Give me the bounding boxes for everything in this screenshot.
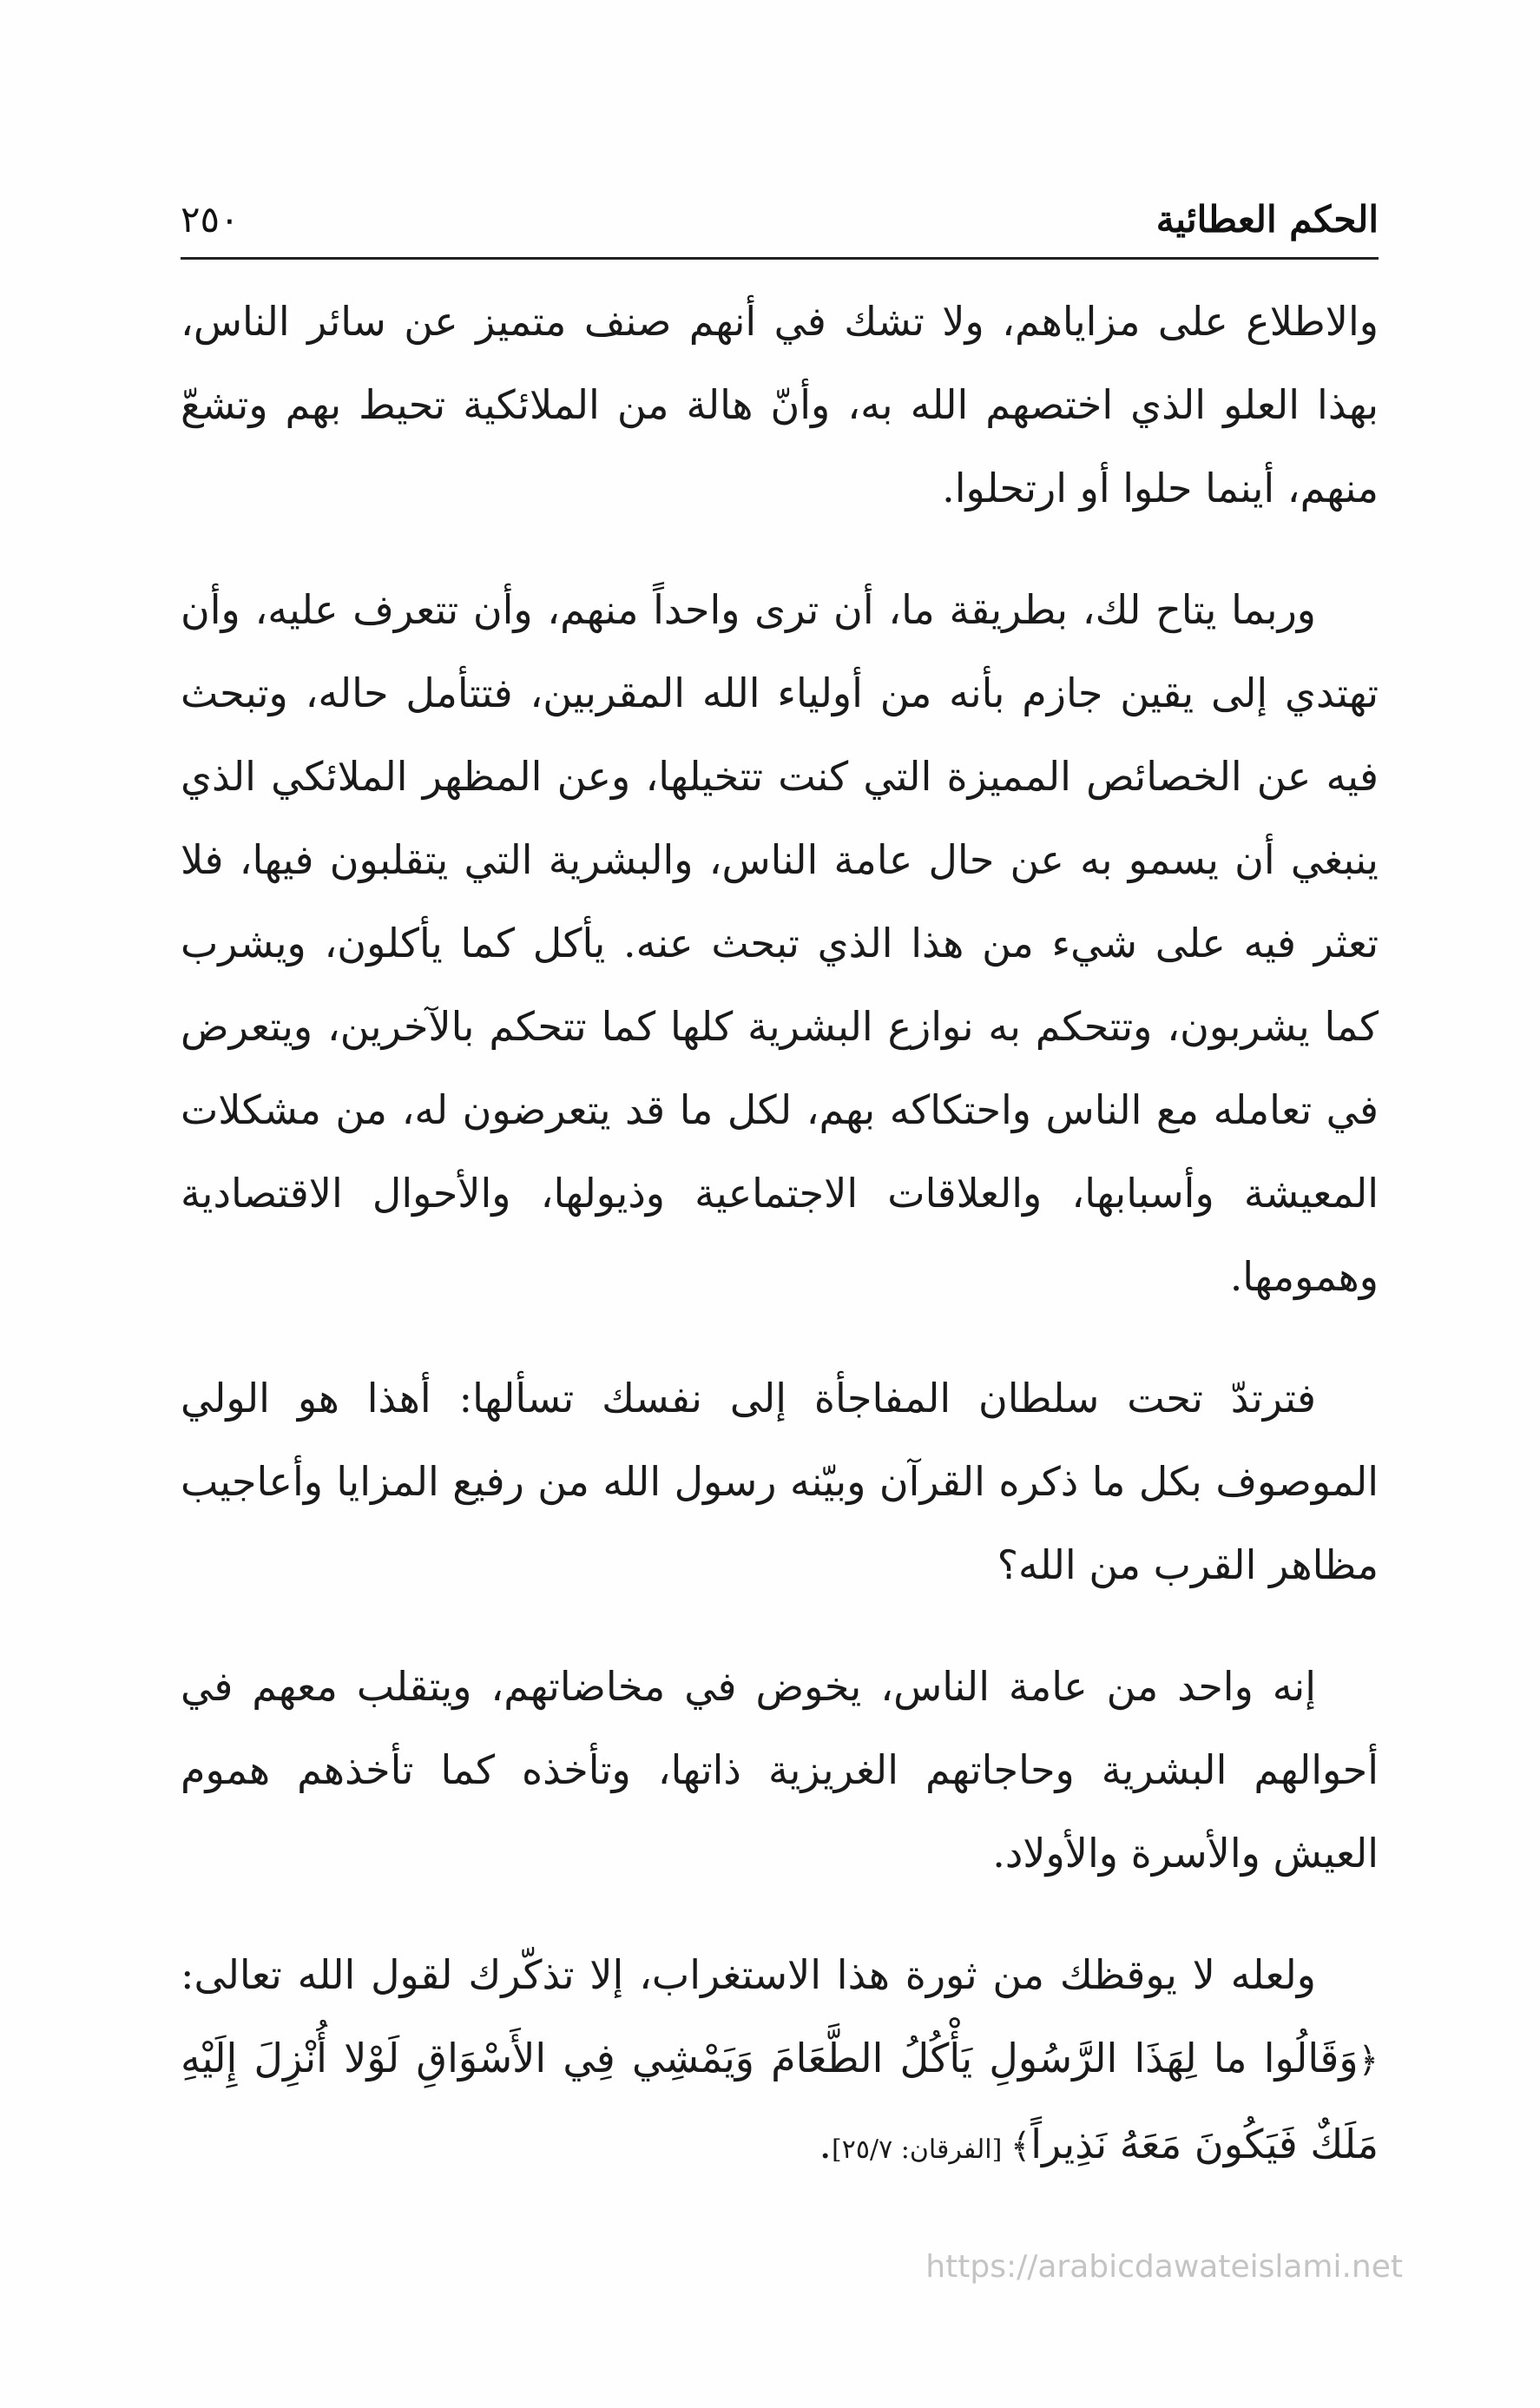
paragraph-4: إنه واحد من عامة الناس، يخوض في مخاضاتهم، ويتقلب معهم في أحوالهم البشرية وحاجاتهم الغريزية ذاتها، وتأخذه كما تأخذهم هموم العيش والأسرة والأولاد.	[181, 1663, 1379, 1877]
quran-verse: وَقَالُوا ما لِهَذَا الرَّسُولِ يَأْكُلُ الطَّعَامَ وَيَمْشِي فِي الأَسْوَاقِ لَوْلا أُنْزِلَ إِلَيْهِ مَلَكٌ فَيَكُونَ مَعَهُ نَذِيراً	[181, 2035, 1379, 2167]
running-title: الحكم العطائية	[1155, 198, 1379, 241]
paragraph-5	[181, 1933, 1379, 2192]
quran-bracket-close: ﴾	[1010, 2127, 1031, 2167]
verse-citation: [الفرقان: ٢٥/٧]	[832, 2134, 1010, 2165]
paragraph-5-intro: ولعله لا يوقظك من ثورة هذا الاستغراب، إلا تذكّرك لقول الله تعالى:	[181, 1951, 1316, 1998]
page-number: ٢٥٠	[181, 198, 240, 241]
paragraph-2: وربما يتاح لك، بطريقة ما، أن ترى واحداً منهم، وأن تتعرف عليه، وأن تهتدي إلى يقين جازم بأنه من أولياء الله المقربين، فتتأمل حاله، وتبحث فيه عن الخصائص المميزة التي كنت تتخيلها، وعن المظهر الملائكي الذي ينبغي أن يسمو به عن حال عامة الناس، والبشرية التي يتقلبون فيها، فلا تعثر فيه على شيء من هذا الذي تبحث عنه. يأكل كما يأكلون، ويشرب كما يشربون، وتتحكم به نوازع البشرية كلها كما تتحكم بالآخرين، ويتعرض في تعامله مع الناس واحتكاكه بهم، لكل ما قد يتعرضون له، من مشكلات المعيشة وأسبابها، والعلاقات الاجتماعية وذيولها، والأحوال الاقتصادية وهمومها.	[181, 586, 1379, 1300]
paragraph-3: فترتدّ تحت سلطان المفاجأة إلى نفسك تسألها: أهذا هو الولي الموصوف بكل ما ذكره القرآن وبيّنه رسول الله من رفيع المزايا وأعاجيب مظاهر القرب من الله؟	[181, 1375, 1379, 1588]
quran-bracket-open: ﴿	[1358, 2041, 1379, 2081]
body-text	[181, 280, 1379, 2192]
watermark-url: https://arabicdawateislami.net	[925, 2249, 1403, 2285]
paragraph-5-end: .	[819, 2121, 833, 2167]
header-rule	[181, 257, 1379, 260]
paragraph-1: والاطلاع على مزاياهم، ولا تشك في أنهم صنف متميز عن سائر الناس، بهذا العلو الذي اختصهم الله به، وأنّ هالة من الملائكية تحيط بهم وتشعّ منهم، أينما حلوا أو ارتحلوا.	[181, 298, 1379, 511]
running-head	[181, 189, 1379, 250]
